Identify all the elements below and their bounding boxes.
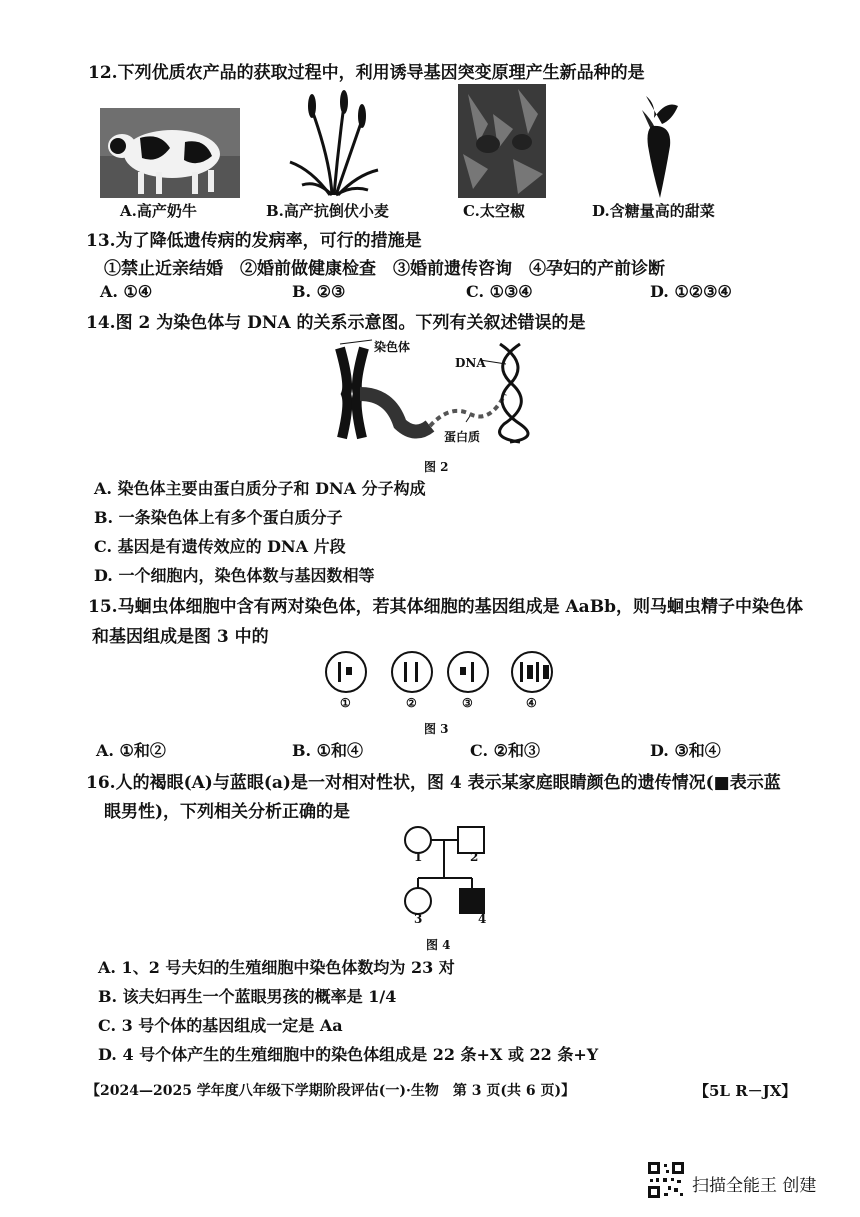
q15-option-c: C. ②和③ — [470, 741, 540, 760]
beet-image — [632, 90, 688, 200]
q15-stem-line1: 15.马蛔虫体细胞中含有两对染色体，若其体细胞的基因组成是 AaBb，则马蛔虫精子中染色体 — [88, 597, 803, 617]
q13-option-d: D. ①②③④ — [650, 282, 732, 301]
page-footer-code: 【5L R－JX】 — [694, 1082, 797, 1100]
fig3-caption: 图 3 — [424, 722, 449, 736]
q13-stem: 13.为了降低遗传病的发病率，可行的措施是 — [86, 231, 422, 251]
q12-option-a: A.高产奶牛 — [120, 202, 197, 220]
cell-label-2: ② — [406, 696, 417, 710]
q16-option-d: D. 4 号个体产生的生殖细胞中的染色体组成是 22 条+X 或 22 条+Y — [98, 1045, 599, 1064]
q13-measures: ①禁止近亲结婚 ②婚前做健康检查 ③婚前遗传咨询 ④孕妇的产前诊断 — [104, 259, 665, 279]
pedigree-chart — [396, 822, 506, 932]
dna-label: DNA — [455, 356, 486, 370]
wheat-image — [282, 90, 382, 200]
q16-stem-line1: 16.人的褐眼(A)与蓝眼(a)是一对相对性状，图 4 表示某家庭眼睛颜色的遗传情况(■表示蓝 — [86, 773, 781, 793]
cell-diagrams — [320, 650, 560, 700]
q12-option-d: D.含糖量高的甜菜 — [592, 202, 715, 220]
q14-stem: 14.图 2 为染色体与 DNA 的关系示意图。下列有关叙述错误的是 — [86, 313, 586, 333]
cell-label-3: ③ — [462, 696, 473, 710]
page-footer-info: 【2024—2025 学年度八年级下学期阶段评估(一)·生物 第 3 页(共 6 页)】 — [86, 1083, 576, 1099]
qr-code-icon — [646, 1160, 686, 1200]
pepper-image — [458, 84, 546, 198]
q15-option-d: D. ③和④ — [650, 741, 721, 760]
fig4-caption: 图 4 — [426, 938, 451, 952]
q13-option-b: B. ②③ — [292, 282, 346, 301]
cell-label-1: ① — [340, 696, 351, 710]
q15-option-b: B. ①和④ — [292, 741, 364, 760]
q14-option-b: B. 一条染色体上有多个蛋白质分子 — [94, 508, 343, 527]
q16-option-b: B. 该夫妇再生一个蓝眼男孩的概率是 1/4 — [98, 987, 397, 1006]
pedigree-label-2: 2 — [470, 850, 479, 864]
protein-label: 蛋白质 — [444, 430, 481, 444]
pedigree-label-4: 4 — [478, 912, 487, 926]
fig2-caption: 图 2 — [424, 460, 449, 474]
q16-option-a: A. 1、2 号夫妇的生殖细胞中染色体数均为 23 对 — [98, 958, 455, 977]
q12-option-c: C.太空椒 — [463, 202, 525, 220]
q16-option-c: C. 3 号个体的基因组成一定是 Aa — [98, 1016, 343, 1035]
q16-stem-line2: 眼男性)，下列相关分析正确的是 — [104, 802, 351, 822]
q13-option-c: C. ①③④ — [466, 282, 533, 301]
chromosome-label: 染色体 — [374, 340, 411, 354]
chromosome-dna-diagram — [320, 334, 550, 444]
q15-option-a: A. ①和② — [96, 741, 166, 760]
cow-image — [100, 108, 240, 198]
watermark-text: 扫描全能王 创建 — [692, 1176, 817, 1196]
q14-option-c: C. 基因是有遗传效应的 DNA 片段 — [94, 537, 346, 556]
q13-option-a: A. ①④ — [100, 282, 153, 301]
q14-option-d: D. 一个细胞内，染色体数与基因数相等 — [94, 566, 375, 585]
q12-option-b: B.高产抗倒伏小麦 — [266, 202, 389, 220]
cell-label-4: ④ — [526, 696, 537, 710]
pedigree-label-3: 3 — [414, 912, 423, 926]
q14-option-a: A. 染色体主要由蛋白质分子和 DNA 分子构成 — [94, 479, 426, 498]
q15-stem-line2: 和基因组成是图 3 中的 — [92, 627, 269, 647]
pedigree-label-1: 1 — [414, 850, 423, 864]
q12-stem: 12.下列优质农产品的获取过程中，利用诱导基因突变原理产生新品种的是 — [88, 63, 645, 83]
